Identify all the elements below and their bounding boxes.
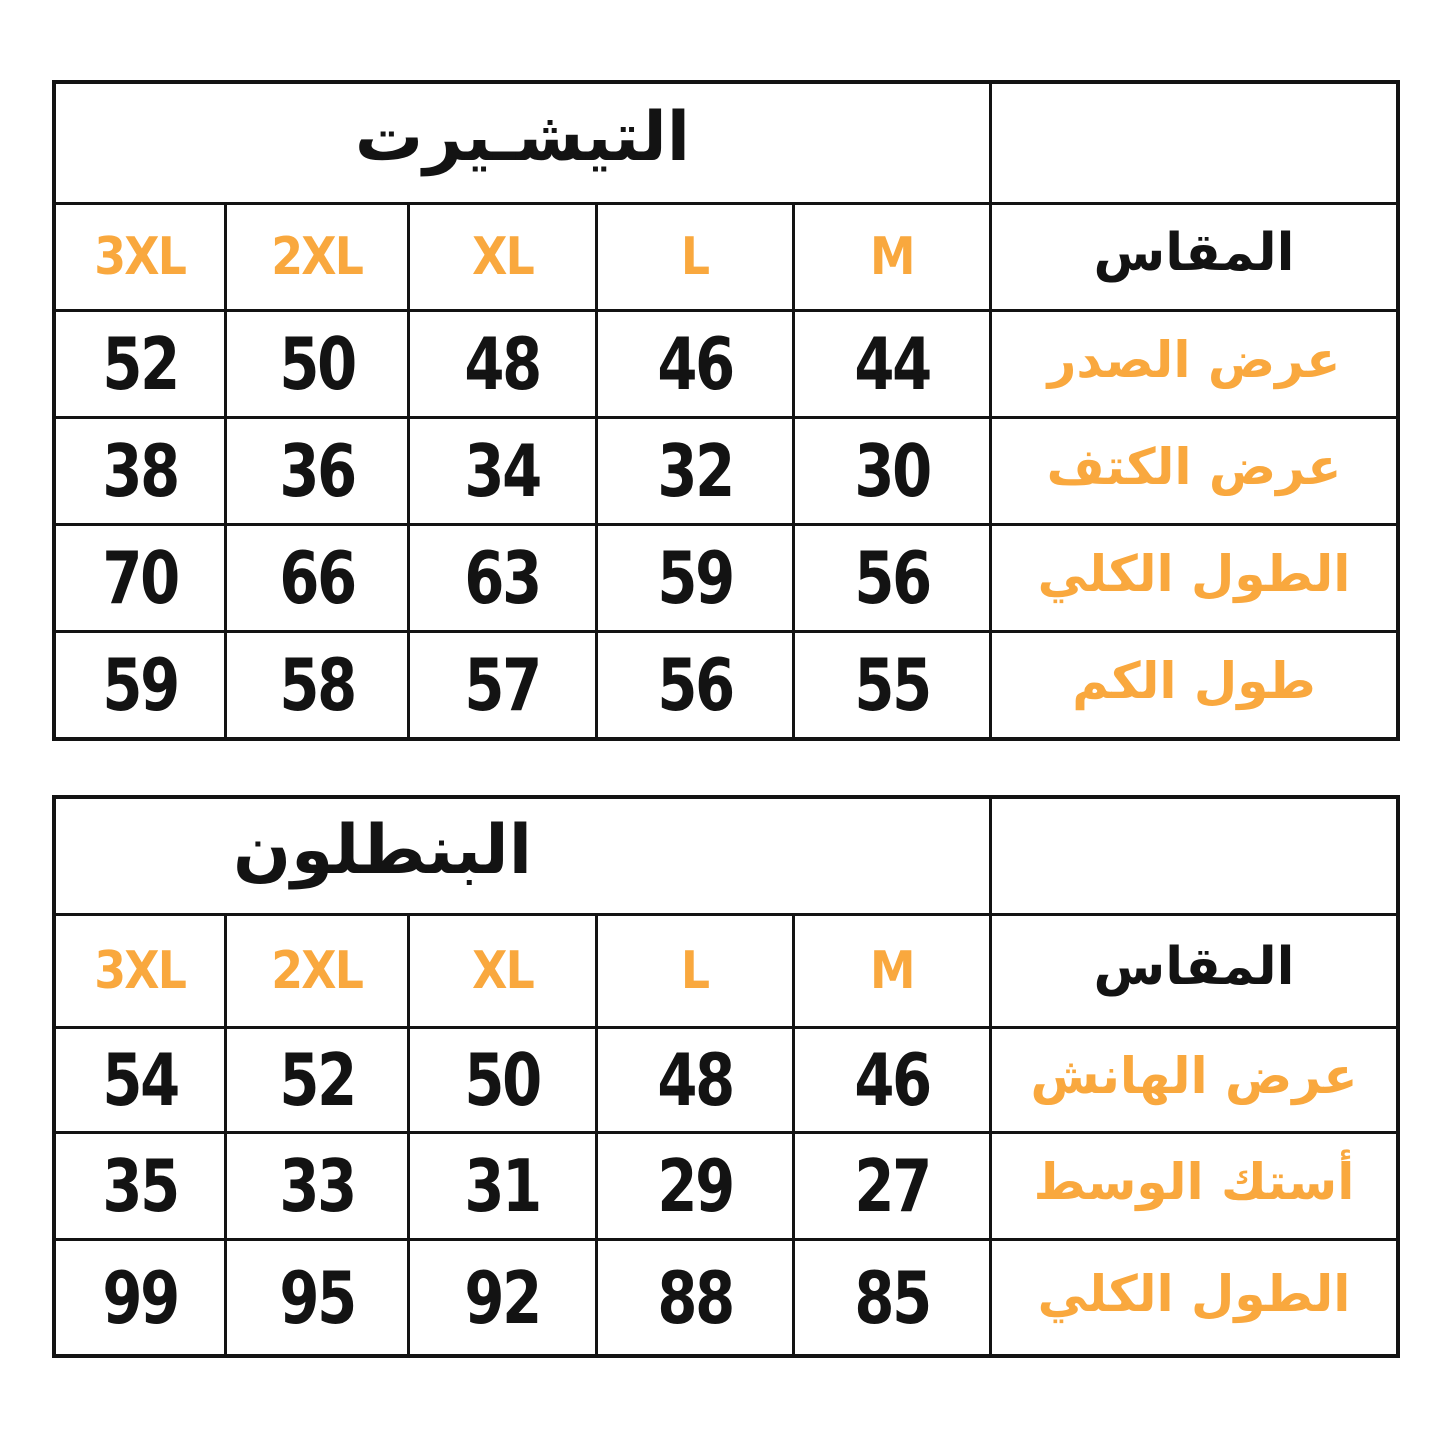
table-cell — [56, 312, 224, 416]
size-label-2xl: 2XL — [271, 227, 363, 287]
table-cell — [410, 1241, 595, 1354]
table-cell — [56, 1241, 224, 1354]
table-cell — [410, 312, 595, 416]
value-cell: 29 — [657, 1144, 733, 1228]
size-label-l: L — [681, 227, 709, 287]
table-cell — [795, 419, 989, 523]
value-cell: 33 — [279, 1144, 355, 1228]
tshirt-header-3xl — [56, 205, 224, 309]
table-cell — [795, 526, 989, 630]
size-label-xl: XL — [472, 227, 533, 287]
table-cell — [598, 633, 792, 737]
tshirt-header-measure — [992, 205, 1396, 309]
row-label-chest-width: عرض الصدر — [1047, 331, 1341, 389]
value-cell: 59 — [657, 536, 733, 620]
measure-column-header: المقاس — [1093, 937, 1295, 997]
row-label-waist-elastic: أستك الوسط — [1033, 1153, 1355, 1211]
row-label-shoulder-width: عرض الكتف — [1046, 438, 1342, 496]
table-cell — [598, 312, 792, 416]
table-cell — [227, 1134, 407, 1238]
measure-column-header: المقاس — [1093, 223, 1295, 283]
tshirt-title-empty-cell — [992, 84, 1396, 202]
table-cell — [795, 1029, 989, 1131]
table-cell — [227, 312, 407, 416]
table-cell — [56, 419, 224, 523]
value-cell: 44 — [854, 322, 930, 406]
table-cell — [410, 1029, 595, 1131]
table-cell — [992, 1134, 1396, 1238]
size-label-xl: XL — [472, 941, 533, 1001]
pants-header-measure — [992, 916, 1396, 1026]
value-cell: 63 — [464, 536, 541, 620]
row-label-sleeve-length: طول الكم — [1072, 652, 1316, 710]
value-cell: 55 — [854, 643, 930, 727]
table-cell — [410, 633, 595, 737]
value-cell: 56 — [854, 536, 930, 620]
value-cell: 38 — [102, 429, 178, 513]
value-cell: 50 — [464, 1038, 541, 1122]
table-cell — [410, 526, 595, 630]
tshirt-header-l — [598, 205, 792, 309]
table-cell — [227, 1241, 407, 1354]
table-cell — [56, 1029, 224, 1131]
value-cell: 46 — [657, 322, 733, 406]
value-cell: 88 — [657, 1255, 733, 1340]
table-cell — [992, 1029, 1396, 1131]
table-cell — [227, 1029, 407, 1131]
pants-title-cell — [56, 799, 989, 913]
size-label-m: M — [870, 227, 914, 287]
value-cell: 48 — [464, 322, 541, 406]
value-cell: 92 — [464, 1255, 541, 1340]
table-cell — [992, 419, 1396, 523]
table-cell — [795, 633, 989, 737]
value-cell: 50 — [279, 322, 355, 406]
tshirt-title-cell — [56, 84, 989, 202]
value-cell: 56 — [657, 643, 733, 727]
table-cell — [227, 526, 407, 630]
table-cell — [227, 633, 407, 737]
tshirt-header-2xl — [227, 205, 407, 309]
value-cell: 54 — [102, 1038, 178, 1122]
table-cell — [992, 1241, 1396, 1354]
table-cell — [227, 419, 407, 523]
row-label-total-length: الطول الكلي — [1037, 545, 1351, 603]
table-cell — [992, 526, 1396, 630]
pants-title: البنطلون — [232, 811, 533, 890]
pants-size-table — [52, 795, 1400, 1358]
table-cell — [410, 1134, 595, 1238]
table-cell — [795, 312, 989, 416]
value-cell: 99 — [102, 1255, 178, 1340]
row-label-hip-width: عرض الهانش — [1030, 1047, 1358, 1105]
value-cell: 95 — [279, 1255, 355, 1340]
pants-header-3xl — [56, 916, 224, 1026]
value-cell: 58 — [279, 643, 355, 727]
table-cell — [598, 1029, 792, 1131]
table-cell — [598, 526, 792, 630]
value-cell: 31 — [464, 1144, 541, 1228]
table-cell — [598, 419, 792, 523]
table-cell — [992, 633, 1396, 737]
tshirt-title: التيشـيرت — [354, 98, 691, 177]
table-cell — [56, 1134, 224, 1238]
value-cell: 70 — [102, 536, 178, 620]
value-cell: 59 — [102, 643, 178, 727]
pants-header-m — [795, 916, 989, 1026]
size-label-3xl: 3XL — [94, 227, 186, 287]
size-label-2xl: 2XL — [271, 941, 363, 1001]
value-cell: 57 — [464, 643, 541, 727]
value-cell: 48 — [657, 1038, 733, 1122]
value-cell: 66 — [279, 536, 355, 620]
tshirt-header-xl — [410, 205, 595, 309]
value-cell: 52 — [279, 1038, 355, 1122]
table-cell — [56, 526, 224, 630]
pants-header-xl — [410, 916, 595, 1026]
value-cell: 27 — [854, 1144, 930, 1228]
value-cell: 30 — [854, 429, 930, 513]
value-cell: 36 — [279, 429, 355, 513]
table-cell — [795, 1134, 989, 1238]
table-cell — [598, 1241, 792, 1354]
table-cell — [795, 1241, 989, 1354]
value-cell: 32 — [657, 429, 733, 513]
table-cell — [410, 419, 595, 523]
table-cell — [992, 312, 1396, 416]
size-label-l: L — [681, 941, 709, 1001]
value-cell: 52 — [102, 322, 178, 406]
size-label-m: M — [870, 941, 914, 1001]
tshirt-header-m — [795, 205, 989, 309]
size-label-3xl: 3XL — [94, 941, 186, 1001]
value-cell: 34 — [464, 429, 541, 513]
value-cell: 35 — [102, 1144, 178, 1228]
table-cell — [56, 633, 224, 737]
pants-header-2xl — [227, 916, 407, 1026]
row-label-total-length: الطول الكلي — [1037, 1264, 1351, 1323]
pants-title-empty-cell — [992, 799, 1396, 913]
table-cell — [598, 1134, 792, 1238]
pants-header-l — [598, 916, 792, 1026]
value-cell: 46 — [854, 1038, 930, 1122]
tshirt-size-table — [52, 80, 1400, 741]
value-cell: 85 — [854, 1255, 930, 1340]
